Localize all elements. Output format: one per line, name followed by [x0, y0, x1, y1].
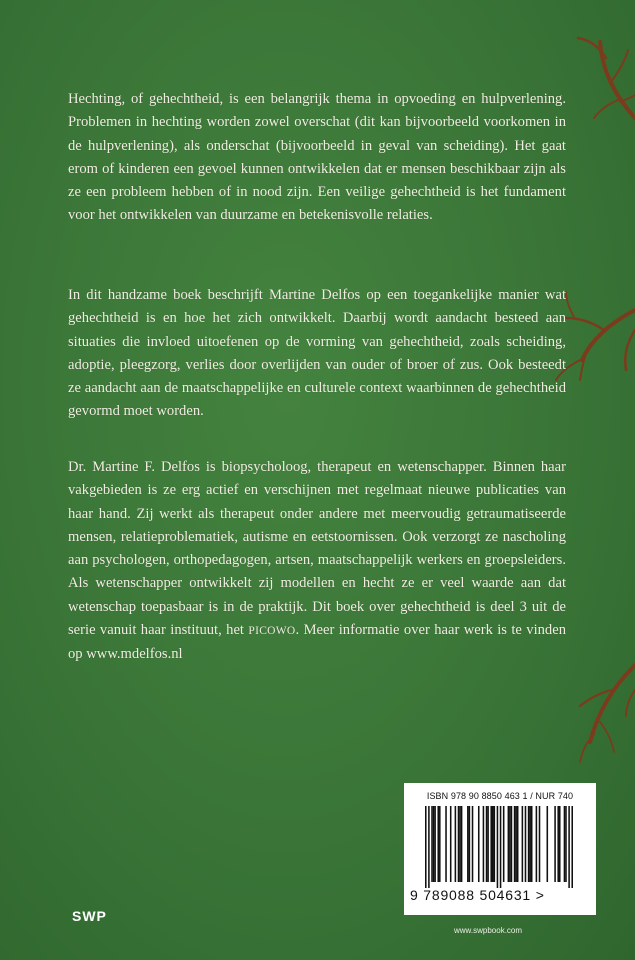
- barcode-bar: [425, 806, 427, 888]
- barcode-bar: [494, 806, 496, 882]
- barcode-bar: [472, 806, 474, 882]
- barcode-bar: [459, 806, 461, 882]
- barcode-digits: 9 789088 504631 >: [410, 887, 545, 903]
- barcode-bar: [539, 806, 541, 882]
- publisher-logo: SWP: [72, 908, 107, 924]
- barcode-bar: [509, 806, 511, 882]
- barcode-bar: [434, 806, 436, 882]
- institute-name: PICOWO: [248, 625, 296, 638]
- barcode-bar: [433, 806, 435, 882]
- author-bio-paragraph: [68, 456, 566, 667]
- barcode-bar: [487, 806, 489, 882]
- barcode-bar: [564, 806, 566, 882]
- barcode-bar: [439, 806, 441, 882]
- barcode-box: [404, 783, 596, 915]
- barcode-bar: [450, 806, 452, 882]
- publisher-website: www.swpbook.com: [454, 926, 523, 935]
- barcode-bar: [511, 806, 513, 882]
- barcode-bar: [528, 806, 530, 882]
- description-paragraph-2: In dit handzame boek beschrijft Martine Delfos op een toegankelijke manier wat gehechtheid is en hoe het zich ontwikkelt. Daarbij wordt aandacht besteed aan situaties die invloed uitoefenen op de vorming van gehechtheid, zoals scheiding, adoptie, pleegzorg, verlies door overlijden van ouder of broer of zus. Ook besteedt ze aandacht aan de maatschappelijke en culturele context waarbinnen de gehechtheid gevormd moet worden.: [68, 287, 566, 420]
- barcode-bar: [559, 806, 561, 882]
- barcode-bar: [531, 806, 533, 882]
- barcode-bar: [514, 806, 516, 882]
- barcode-bar: [497, 806, 499, 888]
- barcode-bar: [522, 806, 524, 882]
- barcode-bar: [554, 806, 556, 882]
- barcode-bar: [490, 806, 492, 882]
- barcode-bar: [568, 806, 570, 888]
- barcode-bar: [517, 806, 519, 882]
- barcode-bar: [525, 806, 527, 882]
- barcode-bar: [467, 806, 469, 882]
- barcode-bar: [557, 806, 559, 882]
- barcode-bar: [492, 806, 494, 882]
- barcode-bar: [437, 806, 439, 882]
- isbn-label: ISBN 978 90 8850 463 1 / NUR 740: [426, 791, 574, 801]
- barcode-bar: [536, 806, 538, 882]
- barcode-bar: [431, 806, 433, 882]
- barcode-bar: [458, 806, 460, 882]
- barcode-bar: [483, 806, 485, 882]
- barcode-bar: [529, 806, 531, 882]
- author-bio-text: Dr. Martine F. Delfos is biopsycholoog, therapeut en wetenschapper. Binnen haar vakgebieden is ze erg actief en verschijnen met regelmaat nieuwe publicaties van haar hand. Zij werkt als therapeut onder andere met meervoudig getraumatiseerde mensen, relatieproblematiek, autisme en eetstoornissen. Ook verzorgt ze nascholing aan psychologen, orthopedagogen, artsen, maatschappelijk werkers en groepsleiders. Als wetenschapper ontwikkelt zij modellen en hecht ze er veel waarde aan dat wetenschap toepasbaar is in de praktijk. Dit boek over gehechtheid is deel 3 uit de serie vanuit haar instituut, het: [68, 459, 566, 639]
- barcode-bar: [469, 806, 471, 882]
- barcode-bar: [486, 806, 488, 882]
- barcode-bar: [503, 806, 505, 882]
- barcode-bar: [508, 806, 510, 882]
- barcode-bar: [565, 806, 567, 882]
- barcode-bar: [515, 806, 517, 882]
- author-bio-closing: . Meer informatie over haar werk is te vinden op www.mdelfos.nl: [68, 622, 566, 663]
- barcode-bar: [428, 806, 430, 888]
- barcode-bar: [461, 806, 463, 882]
- barcode-bars: [425, 806, 573, 888]
- description-paragraph-1: Hechting, of gehechtheid, is een belangrijk thema in opvoeding en hulpverlening. Problemen in hechting worden zowel overschat (dit kan bijvoorbeeld voorkomen in de hulpverlening), als onderschat (bijvoorbeeld in geval van scheiding). Het gaat erom of kinderen een gevoel kunnen ontwikkelen dat er mensen beschikbaar zijn als ze een probleem hebben of in nood zijn. Een veilige gehechtheid is het fundament voor het ontwikkelen van duurzame en betekenisvolle relaties.: [68, 91, 566, 224]
- barcode-bar: [500, 806, 502, 888]
- barcode-bar: [547, 806, 549, 882]
- barcode-bar: [445, 806, 447, 882]
- barcode-bar: [571, 806, 573, 888]
- barcode-bar: [455, 806, 457, 882]
- barcode-bar: [478, 806, 480, 882]
